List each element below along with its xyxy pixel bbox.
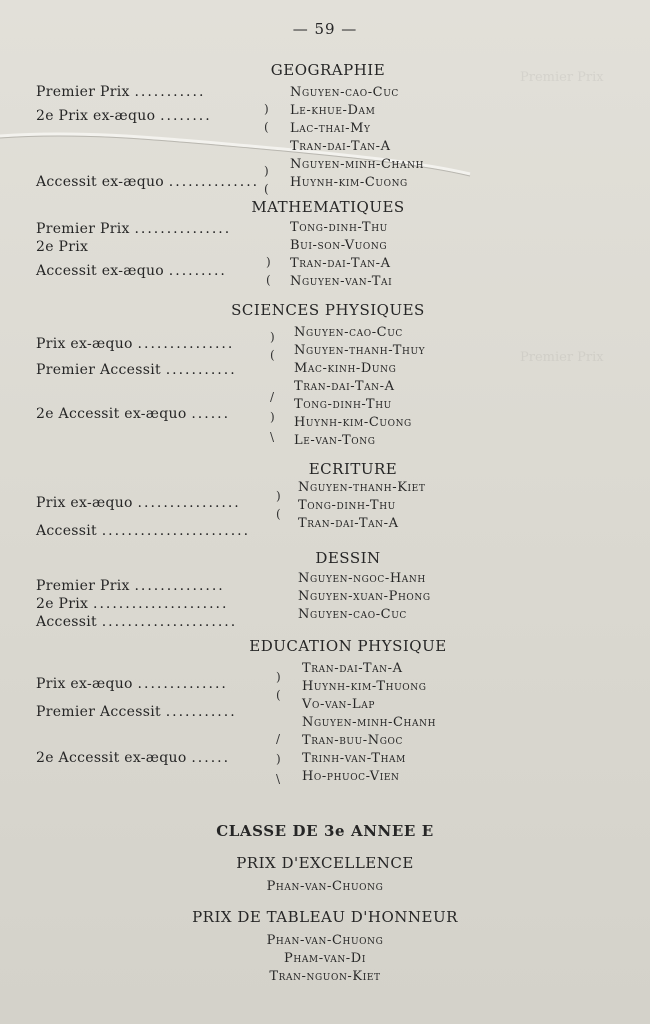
winner-name: Bui-son-Vuong [290, 238, 388, 253]
winner-name: Phan-van-Chuong [266, 933, 384, 948]
winner-name: Nguyen-cao-Cuc [298, 607, 407, 622]
winner-name: Huynh-kim-Thuong [302, 679, 427, 694]
prize-label [36, 221, 231, 237]
section-ecriture [28, 459, 628, 539]
prize-label [36, 174, 259, 190]
leader-dots: ............... [134, 221, 232, 237]
prize-label [36, 406, 230, 422]
section-heading: SCIENCES PHYSIQUES [231, 301, 425, 319]
prize-label [36, 336, 234, 352]
prize-label-text: 2e Prix [36, 239, 89, 255]
brace-mark: / [276, 732, 281, 746]
winner-name: Pham-van-Di [284, 951, 366, 966]
prize-label-text: 2e Prix ex-æquo [36, 108, 156, 124]
winner-names [290, 219, 392, 291]
prize-label-text: Premier Prix [36, 221, 130, 237]
prize-label-text: 2e Accessit ex-æquo [36, 406, 187, 422]
winner-name: Le-van-Tong [294, 433, 376, 448]
prize-heading: PRIX D'EXCELLENCE [236, 854, 414, 872]
winner-name: Huynh-kim-Cuong [294, 415, 412, 430]
winner-name: Trinh-van-Tham [302, 751, 406, 766]
brace-mark: \ [276, 772, 281, 786]
section-heading: MATHEMATIQUES [251, 198, 405, 216]
prize-label-text: 2e Prix [36, 596, 89, 612]
winner-name: Nguyen-xuan-Phong [298, 589, 431, 604]
leader-dots: ........... [134, 84, 206, 100]
leader-dots: ..................... [93, 596, 229, 612]
brace-mark: ( [276, 507, 281, 521]
prize-label-text: Accessit ex-æquo [36, 174, 165, 190]
tableau-honneur-block [0, 908, 650, 986]
prize-label-text: 2e Accessit ex-æquo [36, 750, 187, 766]
winner-names [290, 84, 424, 192]
leader-dots: ........... [165, 362, 237, 378]
winner-name: Tran-dai-Tan-A [298, 516, 399, 531]
leader-dots: .............. [168, 174, 260, 190]
class-title-block [0, 822, 650, 840]
winner-name: Tran-buu-Ngoc [302, 733, 404, 748]
prize-label-text: Accessit ex-æquo [36, 263, 165, 279]
prize-heading: PRIX DE TABLEAU D'HONNEUR [192, 908, 458, 926]
prize-label-text: Premier Prix [36, 84, 130, 100]
winner-name: Nguyen-cao-Cuc [294, 325, 403, 340]
excellence-block [0, 854, 650, 896]
prize-label [36, 84, 205, 100]
winner-name: Mac-kinh-Dung [294, 361, 397, 376]
prize-label-text: Prix ex-æquo [36, 336, 133, 352]
winner-names [302, 660, 436, 786]
prize-label-text: Prix ex-æquo [36, 495, 133, 511]
prize-label [36, 523, 250, 539]
section-education-physique [28, 636, 628, 786]
leader-dots: ......... [168, 263, 227, 279]
brace-mark: ( [264, 182, 269, 196]
page-number: — 59 — [292, 20, 358, 38]
winner-name: Lac-thai-My [290, 121, 371, 136]
winner-name: Tran-dai-Tan-A [302, 661, 403, 676]
class-title: CLASSE DE 3e ANNEE E [216, 822, 434, 840]
winner-name: Phan-van-Chuong [266, 879, 384, 894]
leader-dots: ........... [165, 704, 237, 720]
leader-dots: ............... [137, 336, 235, 352]
leader-dots: ...... [191, 406, 231, 422]
brace-mark: ( [264, 120, 269, 134]
prize-label [36, 704, 237, 720]
prize-label [36, 750, 230, 766]
winner-name: Nguyen-thanh-Kiet [298, 480, 426, 495]
section-heading: ECRITURE [308, 460, 398, 478]
leader-dots: ..................... [101, 614, 238, 630]
prize-label-text: Premier Accessit [36, 704, 161, 720]
winner-name: Tran-dai-Tan-A [290, 256, 391, 271]
prize-label-text: Accessit [36, 523, 97, 539]
winner-name: Le-khue-Dam [290, 103, 376, 118]
winner-name: Tran-nguon-Kiet [269, 969, 381, 984]
brace-mark: ) [276, 489, 281, 503]
winner-name: Vo-van-Lap [302, 697, 376, 712]
winner-name: Tran-dai-Tan-A [294, 379, 395, 394]
prize-label [36, 362, 237, 378]
brace-mark: / [270, 390, 275, 404]
winner-names [298, 479, 425, 533]
prize-label-text: Premier Accessit [36, 362, 161, 378]
leader-dots: ...... [191, 750, 231, 766]
section-geographie [28, 60, 628, 196]
brace-mark: ) [270, 330, 275, 344]
leader-dots: ........ [160, 108, 212, 124]
leader-dots: .............. [137, 676, 228, 692]
prize-label [36, 108, 212, 124]
leader-dots: ....................... [101, 523, 251, 539]
winner-name: Tong-dinh-Thu [290, 220, 388, 235]
winner-name: Nguyen-minh-Chanh [290, 157, 425, 172]
winner-name: Ho-phuoc-Vien [302, 769, 400, 784]
bleed-through-text: Premier Prix [520, 350, 604, 365]
section-dessin [28, 548, 628, 630]
section-heading: DESSIN [315, 549, 381, 567]
prize-label-text: Prix ex-æquo [36, 676, 133, 692]
leader-dots: ................ [137, 495, 241, 511]
winner-name: Tong-dinh-Thu [298, 498, 396, 513]
prize-label [36, 263, 227, 279]
section-mathematiques [28, 197, 628, 289]
winner-name: Huynh-kim-Cuong [290, 175, 408, 190]
prize-label-text: Accessit [36, 614, 97, 630]
brace-mark: ( [270, 348, 275, 362]
prize-label [36, 578, 225, 594]
brace-mark: ) [276, 752, 281, 766]
brace-mark: ) [270, 410, 275, 424]
winner-name: Nguyen-ngoc-Hanh [298, 571, 426, 586]
prize-label [36, 495, 241, 511]
winner-name: Tong-dinh-Thu [294, 397, 392, 412]
winner-name: Nguyen-cao-Cuc [290, 85, 399, 100]
brace-mark: ( [276, 688, 281, 702]
prize-label [36, 614, 237, 630]
brace-mark: ) [266, 255, 271, 269]
winner-names [298, 570, 431, 624]
brace-mark: ) [276, 670, 281, 684]
leader-dots: .............. [134, 578, 225, 594]
brace-mark: ) [264, 102, 269, 116]
brace-mark: \ [270, 430, 275, 444]
brace-mark: ) [264, 164, 269, 178]
prize-label-text: Premier Prix [36, 578, 130, 594]
prize-label [36, 676, 228, 692]
winner-name: Nguyen-van-Tai [290, 274, 393, 289]
winner-name: Nguyen-minh-Chanh [302, 715, 437, 730]
bleed-through-text: Premier Prix [520, 70, 604, 85]
prize-label [36, 239, 88, 255]
section-heading: GEOGRAPHIE [270, 61, 386, 79]
winner-name: Nguyen-thanh-Thuy [294, 343, 426, 358]
section-heading: EDUCATION PHYSIQUE [249, 637, 447, 655]
brace-mark: ( [266, 273, 271, 287]
prize-label [36, 596, 228, 612]
winner-names [294, 324, 425, 450]
winner-name: Tran-dai-Tan-A [290, 139, 391, 154]
